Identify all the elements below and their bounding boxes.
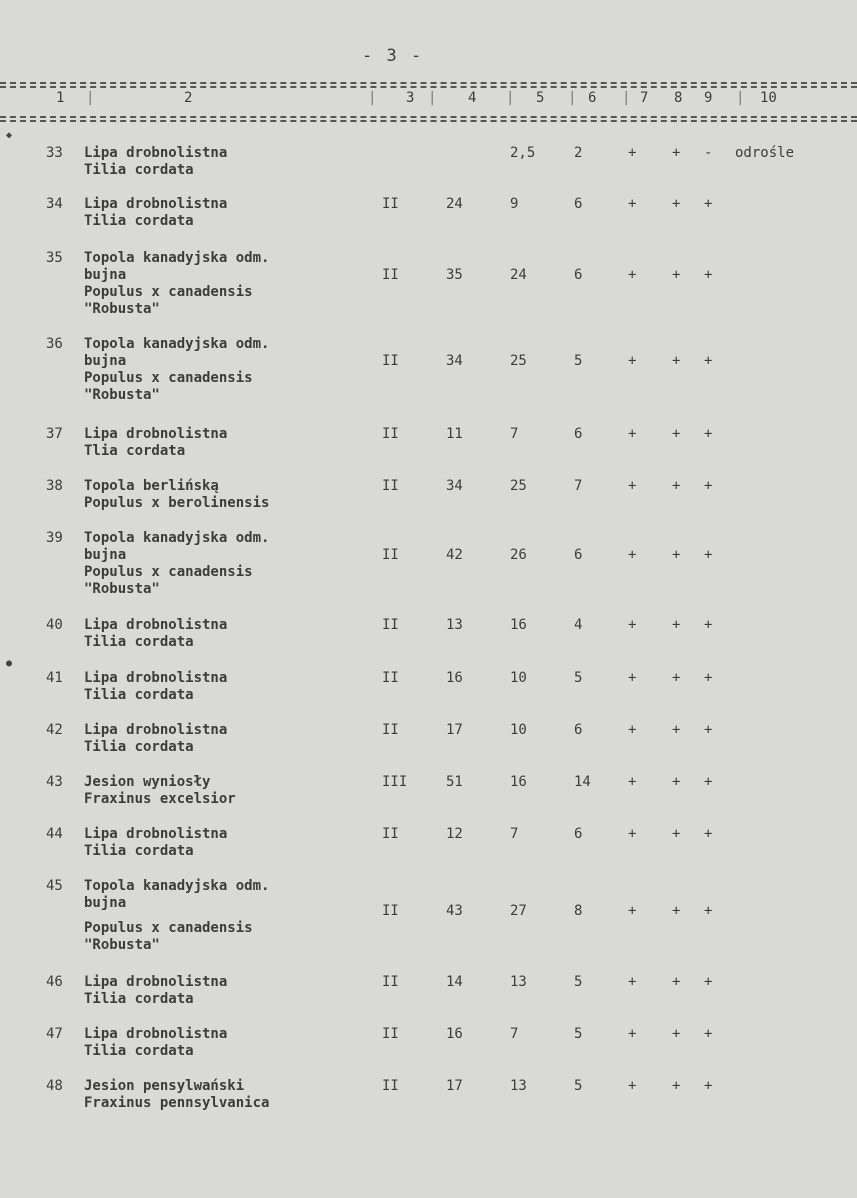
value-col-3: II bbox=[382, 426, 399, 442]
species-name-line: Populus x canadensis bbox=[84, 920, 253, 936]
row-number: 40 bbox=[46, 617, 63, 633]
value-col-3: II bbox=[382, 617, 399, 633]
value-col-3: III bbox=[382, 774, 408, 790]
value-col-8: + bbox=[672, 722, 681, 738]
value-col-4: 16 bbox=[446, 1026, 463, 1042]
value-col-3: II bbox=[382, 196, 399, 212]
species-name-line: Lipa drobnolistna bbox=[84, 196, 228, 212]
row-number: 36 bbox=[46, 336, 63, 352]
value-col-9: + bbox=[704, 1026, 713, 1042]
value-col-3: II bbox=[382, 1026, 399, 1042]
tree-species-name bbox=[84, 145, 227, 179]
header-separator: | bbox=[86, 90, 95, 106]
value-col-7: + bbox=[628, 196, 637, 212]
value-col-6: 8 bbox=[574, 903, 583, 919]
value-col-4: 43 bbox=[446, 903, 463, 919]
value-col-4: 24 bbox=[446, 196, 463, 212]
value-col-9: + bbox=[704, 1078, 713, 1094]
table-row bbox=[0, 478, 857, 538]
value-col-3: II bbox=[382, 670, 399, 686]
table-row bbox=[0, 1078, 857, 1138]
value-col-7: + bbox=[628, 547, 637, 563]
value-col-5: 24 bbox=[510, 267, 527, 283]
table-row bbox=[0, 196, 857, 256]
header-rule-bottom bbox=[0, 116, 857, 118]
value-col-4: 42 bbox=[446, 547, 463, 563]
table-row bbox=[0, 826, 857, 886]
value-col-4: 11 bbox=[446, 426, 463, 442]
species-name-line: Topola kanadyjska odm. bbox=[84, 878, 270, 894]
value-col-6: 4 bbox=[574, 617, 583, 633]
value-col-7: + bbox=[628, 353, 637, 369]
value-col-7: + bbox=[628, 267, 637, 283]
value-col-3: II bbox=[382, 353, 399, 369]
value-col-7: + bbox=[628, 1026, 637, 1042]
header-col-3: 3 bbox=[406, 90, 415, 106]
species-name-line: Populus x canadensis bbox=[84, 284, 253, 300]
species-name-line: Topola kanadyjska odm. bbox=[84, 336, 270, 352]
value-col-8: + bbox=[672, 196, 681, 212]
value-col-3: II bbox=[382, 974, 399, 990]
species-name-line: Tilia cordata bbox=[84, 739, 194, 755]
header-col-6: 6 bbox=[588, 90, 597, 106]
value-col-7: + bbox=[628, 1078, 637, 1094]
table-row bbox=[0, 670, 857, 730]
tree-species-name bbox=[84, 774, 236, 808]
value-col-5: 10 bbox=[510, 722, 527, 738]
value-col-8: + bbox=[672, 267, 681, 283]
value-col-3: II bbox=[382, 903, 399, 919]
row-number: 43 bbox=[46, 774, 63, 790]
species-name-line: Jesion wyniosły bbox=[84, 774, 211, 790]
value-col-6: 14 bbox=[574, 774, 591, 790]
value-col-5: 13 bbox=[510, 1078, 527, 1094]
species-name-line: Tilia cordata bbox=[84, 213, 194, 229]
header-separator: | bbox=[736, 90, 745, 106]
value-col-7: + bbox=[628, 826, 637, 842]
tree-species-name bbox=[84, 722, 227, 756]
species-name-line: "Robusta" bbox=[84, 387, 160, 403]
tree-species-name bbox=[84, 478, 269, 512]
row-number: 45 bbox=[46, 878, 63, 894]
value-col-5: 27 bbox=[510, 903, 527, 919]
row-number: 48 bbox=[46, 1078, 63, 1094]
header-rule-bottom-inner bbox=[0, 120, 857, 122]
value-col-9: + bbox=[704, 196, 713, 212]
value-col-9: - bbox=[704, 145, 713, 161]
species-name-line: Lipa drobnolistna bbox=[84, 974, 228, 990]
species-name-line: Lipa drobnolistna bbox=[84, 826, 228, 842]
row-number: 35 bbox=[46, 250, 63, 266]
value-col-9: + bbox=[704, 903, 713, 919]
value-col-3: II bbox=[382, 722, 399, 738]
table-row bbox=[0, 878, 857, 953]
species-name-line: bujna bbox=[84, 895, 127, 911]
value-col-6: 6 bbox=[574, 547, 583, 563]
value-col-7: + bbox=[628, 722, 637, 738]
species-name-line: Tilia cordata bbox=[84, 843, 194, 859]
value-col-6: 5 bbox=[574, 1078, 583, 1094]
value-col-5: 2,5 bbox=[510, 145, 536, 161]
species-name-line: Populus x canadensis bbox=[84, 564, 253, 580]
value-col-6: 6 bbox=[574, 196, 583, 212]
row-number: 34 bbox=[46, 196, 63, 212]
value-col-4: 13 bbox=[446, 617, 463, 633]
value-col-5: 16 bbox=[510, 617, 527, 633]
species-name-line: Topola kanadyjska odm. bbox=[84, 250, 270, 266]
value-col-9: + bbox=[704, 353, 713, 369]
value-col-9: + bbox=[704, 826, 713, 842]
value-col-6: 5 bbox=[574, 670, 583, 686]
value-col-7: + bbox=[628, 145, 637, 161]
value-col-6: 6 bbox=[574, 826, 583, 842]
value-col-6: 7 bbox=[574, 478, 583, 494]
value-col-4: 35 bbox=[446, 267, 463, 283]
value-col-4: 17 bbox=[446, 1078, 463, 1094]
tree-species-name bbox=[84, 196, 227, 230]
tree-species-name bbox=[84, 426, 227, 460]
value-col-9: + bbox=[704, 722, 713, 738]
value-col-8: + bbox=[672, 617, 681, 633]
header-col-1: 1 bbox=[56, 90, 65, 106]
species-name-line: Lipa drobnolistna bbox=[84, 670, 228, 686]
header-separator: | bbox=[368, 90, 377, 106]
value-col-7: + bbox=[628, 774, 637, 790]
tree-species-name bbox=[84, 617, 227, 651]
value-col-9: + bbox=[704, 670, 713, 686]
row-number: 46 bbox=[46, 974, 63, 990]
header-separator: | bbox=[622, 90, 631, 106]
value-col-3: II bbox=[382, 1078, 399, 1094]
species-name-line: Fraxinus excelsior bbox=[84, 791, 236, 807]
value-col-4: 17 bbox=[446, 722, 463, 738]
value-col-9: + bbox=[704, 426, 713, 442]
species-name-line: "Robusta" bbox=[84, 581, 160, 597]
value-col-5: 9 bbox=[510, 196, 519, 212]
species-name-line: Populus x canadensis bbox=[84, 370, 253, 386]
header-col-5: 5 bbox=[536, 90, 545, 106]
value-col-6: 6 bbox=[574, 267, 583, 283]
tree-species-name bbox=[84, 974, 227, 1008]
row-number: 39 bbox=[46, 530, 63, 546]
page-number: - 3 - bbox=[362, 46, 424, 66]
value-col-10: odrośle bbox=[735, 145, 795, 161]
value-col-9: + bbox=[704, 267, 713, 283]
value-col-9: + bbox=[704, 617, 713, 633]
value-col-5: 13 bbox=[510, 974, 527, 990]
header-col-10: 10 bbox=[760, 90, 777, 106]
row-number: 47 bbox=[46, 1026, 63, 1042]
value-col-5: 26 bbox=[510, 547, 527, 563]
row-number: 42 bbox=[46, 722, 63, 738]
value-col-6: 6 bbox=[574, 426, 583, 442]
value-col-3: II bbox=[382, 267, 399, 283]
species-name-line: Tilia cordata bbox=[84, 634, 194, 650]
value-col-6: 5 bbox=[574, 974, 583, 990]
value-col-8: + bbox=[672, 826, 681, 842]
header-rule-top-inner bbox=[0, 86, 857, 88]
value-col-9: + bbox=[704, 547, 713, 563]
value-col-3: II bbox=[382, 547, 399, 563]
value-col-8: + bbox=[672, 1078, 681, 1094]
value-col-6: 5 bbox=[574, 1026, 583, 1042]
value-col-4: 14 bbox=[446, 974, 463, 990]
value-col-9: + bbox=[704, 478, 713, 494]
value-col-7: + bbox=[628, 426, 637, 442]
tree-species-name bbox=[84, 878, 269, 954]
value-col-5: 7 bbox=[510, 426, 519, 442]
value-col-6: 6 bbox=[574, 722, 583, 738]
species-name-line: Lipa drobnolistna bbox=[84, 426, 228, 442]
species-name-line: Tilia cordata bbox=[84, 1043, 194, 1059]
value-col-4: 34 bbox=[446, 353, 463, 369]
value-col-5: 7 bbox=[510, 1026, 519, 1042]
header-col-9: 9 bbox=[704, 90, 713, 106]
value-col-9: + bbox=[704, 774, 713, 790]
header-col-4: 4 bbox=[468, 90, 477, 106]
row-number: 37 bbox=[46, 426, 63, 442]
value-col-8: + bbox=[672, 426, 681, 442]
value-col-5: 10 bbox=[510, 670, 527, 686]
table-row bbox=[0, 336, 857, 403]
value-col-7: + bbox=[628, 903, 637, 919]
row-number: 44 bbox=[46, 826, 63, 842]
header-rule-top bbox=[0, 82, 857, 84]
value-col-8: + bbox=[672, 974, 681, 990]
value-col-3: II bbox=[382, 478, 399, 494]
value-col-4: 12 bbox=[446, 826, 463, 842]
value-col-4: 16 bbox=[446, 670, 463, 686]
species-name-line: Tilia cordata bbox=[84, 687, 194, 703]
species-name-line: "Robusta" bbox=[84, 301, 160, 317]
table-row bbox=[0, 1026, 857, 1086]
value-col-6: 2 bbox=[574, 145, 583, 161]
value-col-6: 5 bbox=[574, 353, 583, 369]
value-col-7: + bbox=[628, 617, 637, 633]
species-name-line: bujna bbox=[84, 353, 127, 369]
value-col-5: 25 bbox=[510, 478, 527, 494]
value-col-8: + bbox=[672, 145, 681, 161]
value-col-7: + bbox=[628, 974, 637, 990]
margin-mark: ◆ bbox=[6, 130, 13, 141]
margin-mark: ● bbox=[6, 658, 13, 669]
value-col-5: 7 bbox=[510, 826, 519, 842]
species-name-line: Fraxinus pennsylvanica bbox=[84, 1095, 270, 1111]
species-name-line: Jesion pensylwański bbox=[84, 1078, 245, 1094]
header-separator: | bbox=[568, 90, 577, 106]
tree-species-name bbox=[84, 670, 227, 704]
species-name-line: "Robusta" bbox=[84, 937, 160, 953]
header-separator: | bbox=[506, 90, 515, 106]
species-name-line: Topola berlińską bbox=[84, 478, 219, 494]
value-col-3: II bbox=[382, 826, 399, 842]
value-col-8: + bbox=[672, 903, 681, 919]
species-name-line: Lipa drobnolistna bbox=[84, 145, 228, 161]
tree-species-name bbox=[84, 336, 269, 404]
table-row bbox=[0, 426, 857, 486]
species-name-line: Populus x berolinensis bbox=[84, 495, 270, 511]
value-col-7: + bbox=[628, 670, 637, 686]
tree-species-name bbox=[84, 826, 227, 860]
species-name-line: Tilia cordata bbox=[84, 991, 194, 1007]
row-number: 38 bbox=[46, 478, 63, 494]
value-col-8: + bbox=[672, 670, 681, 686]
table-row bbox=[0, 974, 857, 1034]
value-col-9: + bbox=[704, 974, 713, 990]
species-name-line: Tilia cordata bbox=[84, 162, 194, 178]
header-col-8: 8 bbox=[674, 90, 683, 106]
tree-species-name bbox=[84, 530, 269, 598]
value-col-4: 51 bbox=[446, 774, 463, 790]
species-name-line: Lipa drobnolistna bbox=[84, 617, 228, 633]
value-col-5: 16 bbox=[510, 774, 527, 790]
species-name-line: Topola kanadyjska odm. bbox=[84, 530, 270, 546]
header-separator: | bbox=[428, 90, 437, 106]
species-name-line: Lipa drobnolistna bbox=[84, 722, 228, 738]
species-name-line: bujna bbox=[84, 547, 127, 563]
value-col-8: + bbox=[672, 547, 681, 563]
table-row bbox=[0, 722, 857, 782]
value-col-5: 25 bbox=[510, 353, 527, 369]
tree-species-name bbox=[84, 250, 269, 318]
row-number: 41 bbox=[46, 670, 63, 686]
header-col-2: 2 bbox=[184, 90, 193, 106]
table-row bbox=[0, 617, 857, 677]
species-name-line: Lipa drobnolistna bbox=[84, 1026, 228, 1042]
table-row bbox=[0, 530, 857, 597]
table-row bbox=[0, 774, 857, 834]
row-number: 33 bbox=[46, 145, 63, 161]
species-name-line: Tlia cordata bbox=[84, 443, 186, 459]
value-col-8: + bbox=[672, 774, 681, 790]
value-col-7: + bbox=[628, 478, 637, 494]
value-col-8: + bbox=[672, 353, 681, 369]
value-col-4: 34 bbox=[446, 478, 463, 494]
species-name-line: bujna bbox=[84, 267, 127, 283]
value-col-8: + bbox=[672, 478, 681, 494]
header-col-7: 7 bbox=[640, 90, 649, 106]
value-col-8: + bbox=[672, 1026, 681, 1042]
tree-species-name bbox=[84, 1026, 227, 1060]
table-row bbox=[0, 250, 857, 317]
tree-species-name bbox=[84, 1078, 269, 1112]
